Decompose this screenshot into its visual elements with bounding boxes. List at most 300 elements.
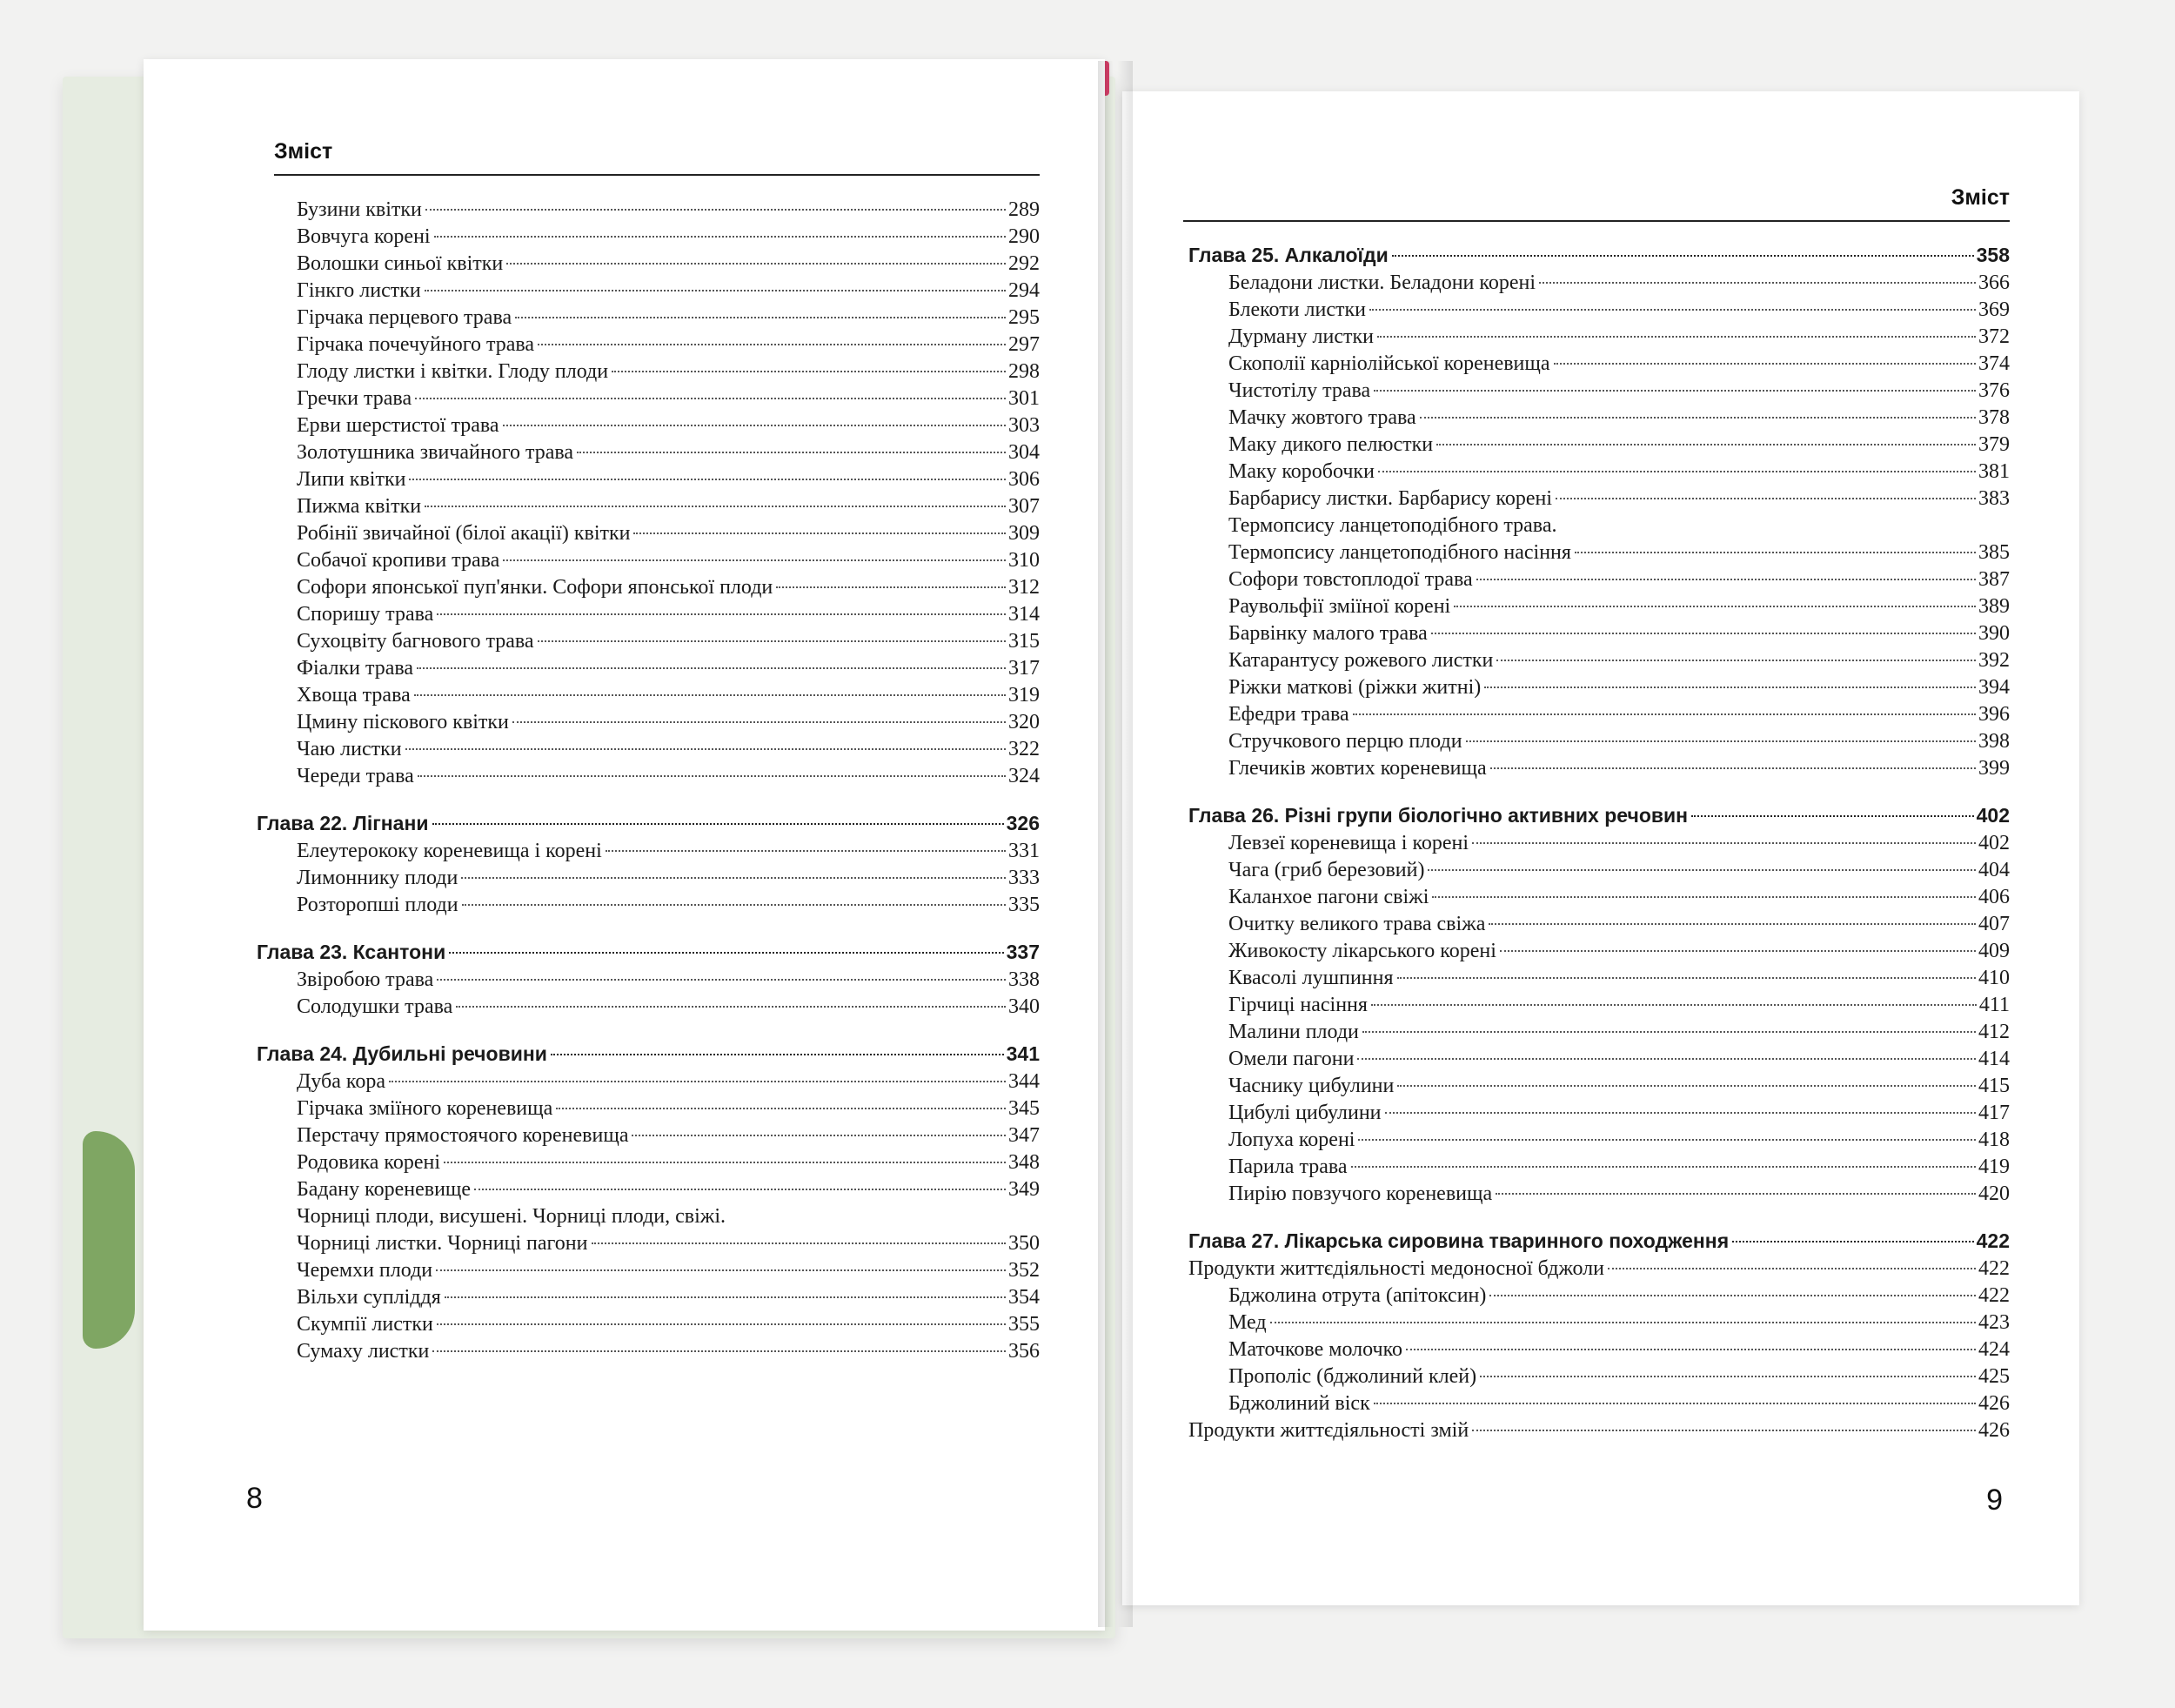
toc-entry <box>257 865 1040 892</box>
toc-entry <box>257 278 1040 305</box>
toc-page-number: 292 <box>1008 252 1040 275</box>
toc-dot-leader <box>1397 977 1976 979</box>
toc-chapter-heading <box>257 1040 1040 1068</box>
toc-page-number: 306 <box>1008 468 1040 491</box>
toc-entry-title: Глава 25. Алкалоїди <box>1188 244 1389 266</box>
toc-entry <box>257 1230 1040 1257</box>
toc-dot-leader <box>1556 498 1976 499</box>
toc-dot-leader <box>434 236 1006 238</box>
toc-entry-title: Лимоннику плоди <box>297 867 458 889</box>
toc-dot-leader <box>1397 1085 1976 1087</box>
toc-entry <box>257 466 1040 493</box>
toc-entry-title: Хвоща трава <box>297 684 411 707</box>
toc-dot-leader <box>461 877 1006 879</box>
toc-entry-title: Чорниці плоди, висушені. Чорниці плоди, свіжі. <box>297 1205 726 1228</box>
toc-chapter-heading <box>1188 801 2010 830</box>
toc-entry-title: Маку дикого пелюстки <box>1228 433 1434 456</box>
toc-page-number: 415 <box>1978 1075 2010 1097</box>
toc-entry-title: Родовика корені <box>297 1151 440 1174</box>
toc-page-number: 409 <box>1978 940 2010 962</box>
toc-entry <box>1188 755 2010 782</box>
toc-entry-title: Сухоцвіту багнового трава <box>297 630 534 653</box>
toc-chapter-heading <box>257 938 1040 967</box>
toc-page-number: 379 <box>1978 433 2010 456</box>
left-running-head: Зміст <box>274 139 333 164</box>
toc-page-number: 324 <box>1008 765 1040 787</box>
toc-dot-leader <box>1484 687 1976 688</box>
left-header-rule <box>274 174 1040 176</box>
toc-page-number: 356 <box>1008 1340 1040 1363</box>
toc-dot-leader <box>425 290 1006 291</box>
toc-dot-leader <box>445 1296 1006 1298</box>
toc-entry <box>1188 432 2010 459</box>
toc-entry-title: Скополії карніолійської кореневища <box>1228 352 1550 375</box>
toc-dot-leader <box>1385 1112 1977 1114</box>
toc-entry-title: Пирію повзучого кореневища <box>1228 1182 1493 1205</box>
toc-entry-title: Катарантусу рожевого листки <box>1228 649 1494 672</box>
toc-dot-leader <box>1732 1241 1974 1242</box>
toc-entry-title: Дуба кора <box>297 1070 386 1093</box>
left-toc-list <box>257 197 1040 1365</box>
toc-entry-title: Гінкго листки <box>297 279 421 302</box>
toc-entry <box>1188 1046 2010 1073</box>
toc-entry <box>257 994 1040 1021</box>
toc-dot-leader <box>414 694 1006 696</box>
toc-dot-leader <box>1539 282 1976 284</box>
toc-dot-leader <box>437 979 1006 981</box>
toc-page-number: 295 <box>1008 306 1040 329</box>
toc-entry <box>1188 884 2010 911</box>
toc-entry <box>257 967 1040 994</box>
toc-entry-title: Парила трава <box>1228 1155 1348 1178</box>
toc-entry-title: Барбарису листки. Барбарису корені <box>1228 487 1553 510</box>
toc-entry-title: Перстачу прямостоячого кореневища <box>297 1124 629 1147</box>
toc-entry <box>257 412 1040 439</box>
toc-entry-title: Продукти життєдіяльності змій <box>1188 1419 1469 1442</box>
toc-dot-leader <box>1377 336 1976 338</box>
toc-entry <box>257 763 1040 790</box>
toc-dot-leader <box>449 952 1003 954</box>
toc-page-number: 289 <box>1008 198 1040 221</box>
toc-dot-leader <box>515 317 1006 318</box>
toc-page-number: 355 <box>1008 1313 1040 1336</box>
toc-page-number: 390 <box>1978 622 2010 645</box>
toc-page-number: 320 <box>1008 711 1040 733</box>
toc-entry-title: Глава 26. Різні групи біологічно активних речовин <box>1188 804 1689 827</box>
toc-entry-title: Ерви шерстистої трава <box>297 414 499 437</box>
toc-entry <box>257 197 1040 224</box>
toc-entry-title: Глава 27. Лікарська сировина тваринного походження <box>1188 1229 1730 1252</box>
toc-dot-leader <box>1351 1166 1976 1168</box>
toc-page-number: 349 <box>1008 1178 1040 1201</box>
toc-dot-leader <box>1490 767 1976 769</box>
toc-entry <box>1188 911 2010 938</box>
toc-entry-title: Солодушки трава <box>297 995 453 1018</box>
toc-page-number: 310 <box>1008 549 1040 572</box>
toc-entry <box>1188 539 2010 566</box>
toc-dot-leader <box>425 209 1006 211</box>
toc-page-number: 402 <box>1978 832 2010 854</box>
toc-entry-title: Вовчуга корені <box>297 225 431 248</box>
toc-page-number: 402 <box>1976 804 2010 827</box>
toc-dot-leader <box>1489 1295 1976 1296</box>
toc-entry <box>257 574 1040 601</box>
toc-dot-leader <box>474 1189 1006 1190</box>
toc-page-number: 344 <box>1008 1070 1040 1093</box>
toc-entry-title: Гречки трава <box>297 387 412 410</box>
toc-entry-title: Звіробою трава <box>297 968 434 991</box>
toc-page-number: 294 <box>1008 279 1040 302</box>
toc-entry <box>1188 593 2010 620</box>
toc-dot-leader <box>389 1081 1006 1082</box>
toc-entry-title: Бадану кореневище <box>297 1178 472 1201</box>
toc-dot-leader <box>1378 471 1976 472</box>
toc-entry <box>257 385 1040 412</box>
toc-entry <box>1188 965 2010 992</box>
toc-entry <box>1188 405 2010 432</box>
right-header-rule <box>1183 220 2010 222</box>
toc-entry <box>257 709 1040 736</box>
toc-dot-leader <box>1270 1322 1976 1323</box>
toc-entry-title: Вільхи супліддя <box>297 1286 441 1309</box>
toc-page-number: 352 <box>1008 1259 1040 1282</box>
toc-page-number: 312 <box>1008 576 1040 599</box>
toc-page-number: 322 <box>1008 738 1040 760</box>
toc-page-number: 411 <box>1978 994 2010 1016</box>
toc-entry-title: Гірчака зміїного кореневища <box>297 1097 553 1120</box>
toc-entry-title: Маку коробочки <box>1228 460 1375 483</box>
toc-spacer <box>257 919 1040 938</box>
toc-entry-title: Цмину піскового квітки <box>297 711 509 733</box>
toc-entry <box>257 439 1040 466</box>
toc-entry-title: Живокосту лікарського корені <box>1228 940 1496 962</box>
toc-page-number: 341 <box>1006 1042 1040 1065</box>
toc-group-entry <box>1188 1256 2010 1283</box>
toc-page-number: 317 <box>1008 657 1040 680</box>
toc-entry-title: Цибулі цибулини <box>1228 1102 1382 1124</box>
toc-page-number: 348 <box>1008 1151 1040 1174</box>
toc-page-number: 418 <box>1978 1129 2010 1151</box>
toc-page-number: 326 <box>1006 812 1040 834</box>
toc-spacer <box>257 790 1040 809</box>
toc-entry <box>1188 324 2010 351</box>
toc-spacer <box>257 1021 1040 1040</box>
toc-entry <box>1188 1019 2010 1046</box>
toc-page-number: 385 <box>1978 541 2010 564</box>
toc-entry <box>257 251 1040 278</box>
toc-entry-title: Волошки синьої квітки <box>297 252 504 275</box>
toc-entry <box>257 1257 1040 1284</box>
toc-page-number: 337 <box>1006 941 1040 963</box>
toc-entry-title: Чистотілу трава <box>1228 379 1371 402</box>
toc-entry <box>257 493 1040 520</box>
toc-entry <box>257 1122 1040 1149</box>
toc-entry <box>1188 1363 2010 1390</box>
toc-dot-leader <box>1496 1193 1976 1195</box>
toc-page-number: 301 <box>1008 387 1040 410</box>
toc-entry-title: Термопсису ланцетоподібного насіння <box>1228 541 1571 564</box>
toc-entry-title: Продукти життєдіяльності медоносної бджоли <box>1188 1257 1604 1280</box>
toc-entry-title: Бджолина отрута (апітоксин) <box>1228 1284 1487 1307</box>
toc-page-number: 420 <box>1978 1182 2010 1205</box>
toc-dot-leader <box>1691 815 1974 817</box>
toc-page-number: 290 <box>1008 225 1040 248</box>
toc-entry-title: Глоду листки і квітки. Глоду плоди <box>297 360 609 383</box>
toc-dot-leader <box>1369 309 1976 311</box>
toc-page-number: 366 <box>1978 271 2010 294</box>
toc-entry <box>1188 297 2010 324</box>
toc-entry-title: Софори товстоплодої трава <box>1228 568 1473 591</box>
toc-page-number: 426 <box>1978 1419 2010 1442</box>
toc-page-number: 347 <box>1008 1124 1040 1147</box>
left-page-number: 8 <box>246 1482 263 1515</box>
toc-entry-title: Квасолі лушпиння <box>1228 967 1394 989</box>
toc-page-number: 396 <box>1978 703 2010 726</box>
toc-entry <box>1188 992 2010 1019</box>
right-page-number: 9 <box>1986 1484 2003 1517</box>
toc-dot-leader <box>551 1054 1004 1055</box>
toc-dot-leader <box>1454 606 1976 607</box>
toc-page-number: 381 <box>1978 460 2010 483</box>
toc-entry <box>257 224 1040 251</box>
toc-spacer <box>1188 782 2010 801</box>
toc-dot-leader <box>506 263 1006 265</box>
toc-dot-leader <box>437 1323 1006 1325</box>
toc-entry <box>1188 1390 2010 1417</box>
toc-spacer <box>1188 1208 2010 1227</box>
toc-dot-leader <box>415 398 1006 399</box>
toc-page-number: 392 <box>1978 649 2010 672</box>
toc-entry <box>257 682 1040 709</box>
toc-entry-title: Липи квітки <box>297 468 406 491</box>
toc-entry-title: Споришу трава <box>297 603 434 626</box>
toc-entry-title: Чорниці листки. Чорниці пагони <box>297 1232 588 1255</box>
toc-dot-leader <box>1428 869 1976 871</box>
toc-dot-leader <box>1406 1349 1976 1350</box>
toc-page-number: 422 <box>1976 1229 2010 1252</box>
toc-entry <box>257 520 1040 547</box>
toc-page-number: 422 <box>1978 1257 2010 1280</box>
toc-entry-title: Скумпії листки <box>297 1313 433 1336</box>
toc-dot-leader <box>462 904 1006 906</box>
toc-dot-leader <box>425 506 1006 507</box>
toc-entry-title: Беладони листки. Беладони корені <box>1228 271 1536 294</box>
toc-page-number: 376 <box>1978 379 2010 402</box>
toc-entry-title: Стручкового перцю плоди <box>1228 730 1462 753</box>
toc-entry <box>257 305 1040 332</box>
toc-entry <box>257 1149 1040 1176</box>
toc-entry <box>257 628 1040 655</box>
toc-page-number: 298 <box>1008 360 1040 383</box>
toc-page-number: 309 <box>1008 522 1040 545</box>
toc-dot-leader <box>1476 579 1976 580</box>
toc-dot-leader <box>1480 1376 1976 1377</box>
toc-entry <box>1188 938 2010 965</box>
toc-dot-leader <box>1436 444 1976 445</box>
toc-entry <box>1188 830 2010 857</box>
toc-entry <box>1188 701 2010 728</box>
toc-entry <box>257 1338 1040 1365</box>
toc-entry-title: Блекоти листки <box>1228 298 1367 321</box>
toc-page-number: 410 <box>1978 967 2010 989</box>
toc-entry-title: Софори японської пуп'янки. Софори японської плоди <box>297 576 773 599</box>
toc-page-number: 372 <box>1978 325 2010 348</box>
toc-page-number: 406 <box>1978 886 2010 908</box>
toc-dot-leader <box>1608 1268 1976 1269</box>
toc-entry <box>257 332 1040 358</box>
toc-page-number: 333 <box>1008 867 1040 889</box>
toc-dot-leader <box>1466 740 1976 742</box>
toc-page-number: 350 <box>1008 1232 1040 1255</box>
toc-entry-title: Дурману листки <box>1228 325 1374 348</box>
toc-page-number: 419 <box>1978 1155 2010 1178</box>
toc-page-number: 358 <box>1976 244 2010 266</box>
toc-page-number: 378 <box>1978 406 2010 429</box>
toc-entry-title: Часнику цибулини <box>1228 1075 1395 1097</box>
toc-dot-leader <box>405 748 1006 750</box>
toc-dot-leader <box>432 1350 1006 1352</box>
toc-page-number: 399 <box>1978 757 2010 780</box>
toc-dot-leader <box>592 1242 1007 1244</box>
toc-entry <box>1188 857 2010 884</box>
toc-page-number: 387 <box>1978 568 2010 591</box>
toc-page-number: 374 <box>1978 352 2010 375</box>
toc-dot-leader <box>538 640 1006 642</box>
toc-entry-title: Очитку великого трава свіжа <box>1228 913 1486 935</box>
toc-page-number: 422 <box>1978 1284 2010 1307</box>
toc-entry <box>1188 566 2010 593</box>
toc-dot-leader <box>1431 633 1976 634</box>
toc-page-number: 340 <box>1008 995 1040 1018</box>
toc-page-number: 398 <box>1978 730 2010 753</box>
right-toc-list <box>1188 241 2010 1444</box>
toc-page-number: 407 <box>1978 913 2010 935</box>
toc-page-number: 338 <box>1008 968 1040 991</box>
toc-entry <box>1188 728 2010 755</box>
toc-dot-leader <box>1371 1004 1977 1006</box>
toc-dot-leader <box>1353 713 1976 715</box>
toc-entry-title: Омели пагони <box>1228 1048 1355 1070</box>
toc-entry <box>257 838 1040 865</box>
toc-page-number: 414 <box>1978 1048 2010 1070</box>
toc-dot-leader <box>1500 950 1976 952</box>
toc-entry-title: Глава 23. Ксантони <box>257 941 446 963</box>
toc-entry <box>257 1284 1040 1311</box>
toc-entry <box>257 1068 1040 1095</box>
toc-entry-line <box>1188 512 2010 539</box>
toc-entry <box>1188 1283 2010 1309</box>
toc-entry-title: Сумаху листки <box>297 1340 430 1363</box>
toc-dot-leader <box>409 479 1006 480</box>
toc-dot-leader <box>444 1162 1006 1163</box>
toc-entry <box>1188 1100 2010 1127</box>
toc-dot-leader <box>1432 896 1976 898</box>
toc-page-number: 319 <box>1008 684 1040 707</box>
toc-entry <box>1188 1309 2010 1336</box>
toc-dot-leader <box>1374 1403 1976 1404</box>
toc-page-number: 335 <box>1008 894 1040 916</box>
toc-entry <box>257 1311 1040 1338</box>
toc-entry-title: Робінії звичайної (білої акації) квітки <box>297 522 631 545</box>
toc-page-number: 345 <box>1008 1097 1040 1120</box>
toc-entry-title: Собачої кропиви трава <box>297 549 500 572</box>
toc-entry-title: Термопсису ланцетоподібного трава. <box>1228 514 1557 537</box>
toc-entry-title: Малини плоди <box>1228 1021 1359 1043</box>
toc-chapter-heading <box>1188 241 2010 270</box>
toc-dot-leader <box>432 823 1004 825</box>
right-running-head: Зміст <box>1951 185 2010 210</box>
toc-entry-title: Прополіс (бджолиний клей) <box>1228 1365 1477 1388</box>
toc-entry <box>1188 378 2010 405</box>
toc-entry <box>1188 486 2010 512</box>
toc-dot-leader <box>512 721 1006 723</box>
toc-entry-title: Глечиків жовтих кореневища <box>1228 757 1487 780</box>
toc-entry <box>1188 647 2010 674</box>
toc-entry <box>1188 1127 2010 1154</box>
toc-chapter-heading <box>1188 1227 2010 1256</box>
toc-entry-title: Гірчиці насіння <box>1228 994 1368 1016</box>
toc-page-number: 424 <box>1978 1338 2010 1361</box>
toc-entry-title: Золотушника звичайного трава <box>297 441 574 464</box>
toc-entry-title: Мачку жовтого трава <box>1228 406 1416 429</box>
toc-dot-leader <box>1575 552 1976 553</box>
toc-entry <box>1188 270 2010 297</box>
toc-entry-title: Бузини квітки <box>297 198 422 221</box>
toc-dot-leader <box>633 532 1006 534</box>
toc-entry-title: Барвінку малого трава <box>1228 622 1428 645</box>
toc-dot-leader <box>1472 842 1976 844</box>
toc-page-number: 303 <box>1008 414 1040 437</box>
toc-entry-title: Бджолиний віск <box>1228 1392 1370 1415</box>
right-page <box>1122 91 2079 1605</box>
toc-entry-title: Левзеї кореневища і корені <box>1228 832 1469 854</box>
toc-entry-title: Елеутерококу кореневища і корені <box>297 840 602 862</box>
toc-dot-leader <box>1489 923 1976 925</box>
toc-entry <box>257 892 1040 919</box>
toc-dot-leader <box>1392 255 1974 257</box>
toc-dot-leader <box>503 559 1006 561</box>
toc-entry <box>1188 1181 2010 1208</box>
toc-entry-title: Глава 22. Лігнани <box>257 812 429 834</box>
toc-entry <box>257 655 1040 682</box>
toc-dot-leader <box>1420 417 1976 419</box>
toc-entry-title: Пижма квітки <box>297 495 422 518</box>
toc-entry-title: Маточкове молочко <box>1228 1338 1403 1361</box>
toc-dot-leader <box>437 613 1006 615</box>
toc-entry-title: Розторопші плоди <box>297 894 458 916</box>
toc-page-number: 307 <box>1008 495 1040 518</box>
toc-page-number: 404 <box>1978 859 2010 881</box>
toc-entry-title: Чаю листки <box>297 738 402 760</box>
cover-leaf-decoration <box>83 1131 135 1349</box>
toc-entry <box>1188 620 2010 647</box>
toc-dot-leader <box>417 667 1006 669</box>
toc-entry-title: Чага (гриб березовий) <box>1228 859 1425 881</box>
toc-group-entry <box>1188 1417 2010 1444</box>
toc-entry-title: Ефедри трава <box>1228 703 1349 726</box>
toc-dot-leader <box>1496 660 1976 661</box>
toc-entry-title: Гірчака перцевого трава <box>297 306 512 329</box>
toc-dot-leader <box>1374 390 1976 392</box>
toc-page-number: 417 <box>1978 1102 2010 1124</box>
toc-page-number: 354 <box>1008 1286 1040 1309</box>
toc-entry-title: Череди трава <box>297 765 414 787</box>
toc-entry <box>1188 674 2010 701</box>
toc-page-number: 426 <box>1978 1392 2010 1415</box>
toc-entry-title: Глава 24. Дубильні речовини <box>257 1042 547 1065</box>
toc-page-number: 304 <box>1008 441 1040 464</box>
toc-page-number: 297 <box>1008 333 1040 356</box>
